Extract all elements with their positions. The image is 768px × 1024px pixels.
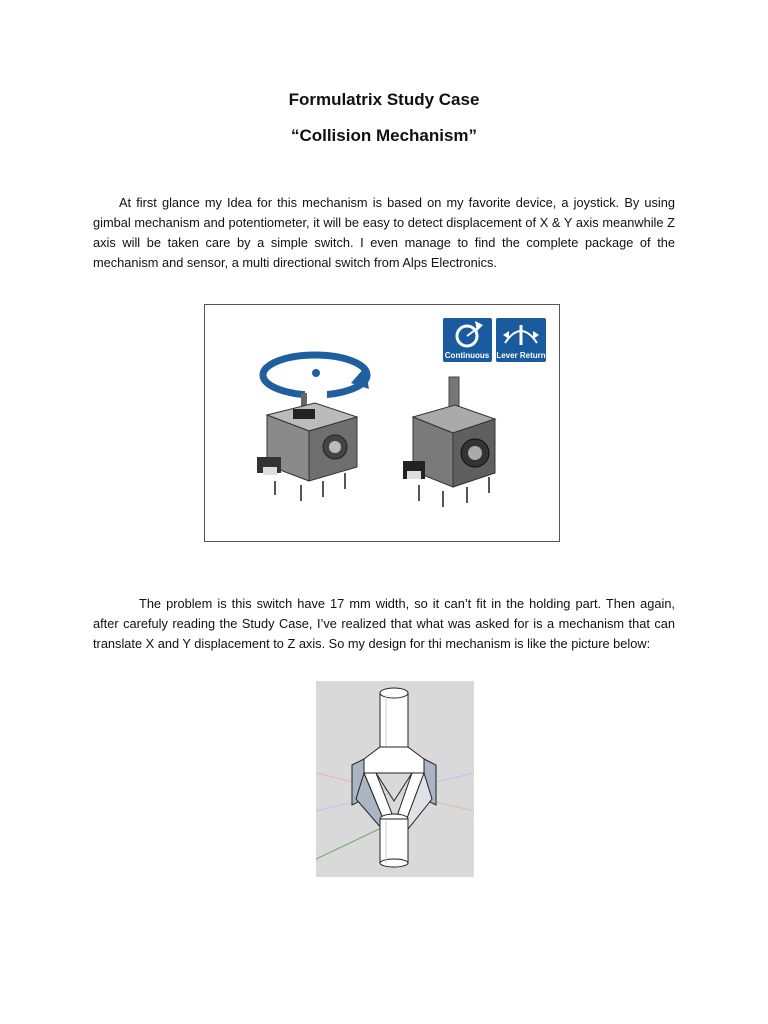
collision-mechanism-cad-figure bbox=[316, 681, 474, 877]
paragraph-intro bbox=[93, 193, 675, 273]
collision-mechanism-cad-illustration bbox=[316, 681, 474, 877]
document-subtitle: “Collision Mechanism” bbox=[290, 126, 478, 145]
joystick-switch-illustration bbox=[205, 305, 559, 541]
joystick-module-right bbox=[403, 377, 495, 507]
badge-label-continuous: Continuous bbox=[444, 351, 490, 360]
rotation-arrow-icon bbox=[263, 355, 369, 401]
paragraph-intro-text: At first glance my Idea for this mechanism is based on my favorite device, a joystick. By using gimbal mechanism and potentiometer, it will be easy to detect displacement of X & Y axis meanwhile Z axis will be taken care by a simple switch. I even manage to find the complete package of the mechanism and sensor, a multi directional switch from Alps Electronics. bbox=[93, 195, 675, 270]
badge-label-lever-return: Lever Return bbox=[496, 351, 546, 360]
joystick-switch-figure bbox=[204, 304, 560, 542]
document-title: Formulatrix Study Case bbox=[288, 90, 480, 109]
upper-hub bbox=[364, 747, 424, 773]
lever-return-badge bbox=[496, 318, 546, 362]
top-shaft bbox=[380, 688, 408, 751]
paragraph-problem bbox=[93, 594, 675, 654]
continuous-badge bbox=[443, 318, 492, 362]
joystick-module-left bbox=[257, 393, 357, 501]
bottom-shaft bbox=[380, 819, 408, 867]
paragraph-problem-text: The problem is this switch have 17 mm width, so it can’t fit in the holding part. Then again, after carefuly reading the Study Case, I’ve realized that what was asked for is a mechanism that can translate X and Y displacement to Z axis. So my design for thi mechanism is like the picture below: bbox=[93, 596, 675, 651]
